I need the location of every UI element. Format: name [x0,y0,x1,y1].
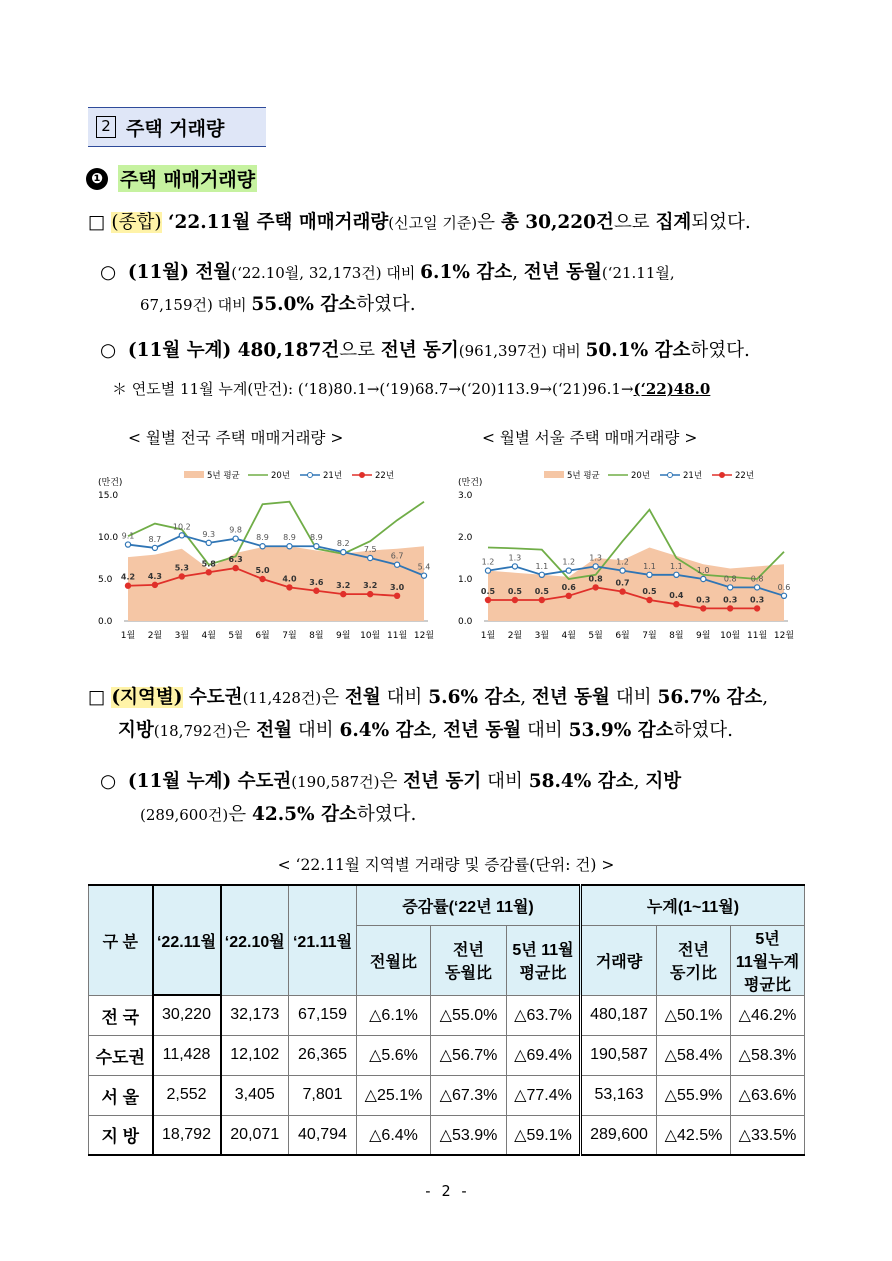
text: 지방 [118,720,154,741]
para-regional-line2 [118,716,733,742]
data-label-22: 0.5 [642,587,657,596]
chart-national [96,465,436,645]
table-cell: 2,552 [153,1075,221,1115]
x-tick-label: 11월 [387,631,408,641]
text: 지방 [645,771,682,792]
text: 평균比 [744,976,791,994]
table-cell: △55.0% [431,995,507,1035]
data-label-22: 3.2 [336,581,351,591]
data-label-22: 4.2 [120,572,136,582]
table-cell: △6.4% [357,1115,431,1155]
data-label-21: 1.0 [696,566,710,575]
table-cell: △55.9% [657,1075,731,1115]
data-point [620,568,625,573]
text: 전월 [256,720,292,741]
x-tick-label: 3월 [534,631,550,641]
data-point [701,576,706,581]
para-cumulative [100,336,750,362]
x-tick-label: 12월 [773,631,795,641]
text: 하였다. [356,294,416,315]
table-cell: △63.6% [731,1075,805,1115]
x-tick-label: 3월 [174,631,190,641]
data-point [781,593,786,598]
text: 대비 [609,687,658,708]
table-cell: △56.7% [431,1035,507,1075]
table-cell: 30,220 [153,995,221,1035]
table-cell: △69.4% [507,1035,581,1075]
data-label-22: 0.3 [723,595,738,605]
data-label-22: 3.2 [363,581,378,591]
y-tick-label: 0.0 [98,617,113,627]
row-label: 서 울 [89,1075,153,1115]
x-tick-label: 2월 [147,631,163,641]
regional-table [88,884,805,1156]
data-label-21: 1.2 [562,557,576,567]
data-point [314,588,319,593]
header-gubun: 구 분 [89,885,153,995]
section-number: 2 [96,116,116,138]
table-cell: 32,173 [221,995,289,1035]
data-point [152,582,157,587]
y-tick-label: 15.0 [98,491,119,501]
y-tick-label: 3.0 [458,491,473,501]
data-point [754,606,759,611]
table-body [89,995,805,1155]
data-label-21: 1.2 [481,557,495,567]
table-cell: △58.4% [657,1035,731,1075]
data-point [233,565,238,570]
text: 전년 동기 [403,771,482,792]
data-point [206,570,211,575]
data-point [368,555,373,560]
chart-caption-national: < 월별 전국 주택 매매거래량 > [128,429,344,447]
data-label-21: 1.1 [669,561,683,571]
data-point [512,564,517,569]
table-row [89,1035,805,1075]
x-tick-label: 10월 [720,631,741,641]
x-tick-label: 1월 [480,631,496,641]
text: 은 [477,212,501,233]
header-cumulative-group: 누계(1~11월) [581,885,805,925]
data-point [620,589,625,594]
x-tick-label: 6월 [615,631,630,641]
x-tick-label: 8월 [669,631,684,641]
data-label-22: 3.6 [309,577,324,587]
text: 동기比 [670,965,717,982]
data-label-22: 0.4 [669,591,684,601]
text: (11월 누계) 480,187건 [127,340,340,361]
data-point [341,550,346,555]
x-tick-label: 6월 [255,631,270,641]
table-cell: △46.2% [731,995,805,1035]
data-label-22: 3.0 [390,582,405,592]
text: 6.1% 감소 [420,262,513,283]
circle-bullet: ○ [100,262,117,283]
text: 연도별 11월 누계(만건): (‘18)80.1→(‘19)68.7→(‘20)113.9→(‘21)96.1→ [131,380,634,398]
x-tick-label: 12월 [413,631,435,641]
note-marker: ＊ [112,380,128,398]
table-cell: △63.7% [507,995,581,1035]
text: 하였다. [673,720,733,741]
data-label-21: 0.8 [723,574,737,584]
data-point [674,572,679,577]
x-tick-label: 5월 [588,631,603,641]
data-point [701,606,706,611]
circle-bullet: ○ [100,340,117,361]
x-tick-label: 7월 [642,631,657,641]
tag-regional: (지역별) [111,687,183,708]
data-label-21: 1.2 [616,557,629,567]
text: (‘22)48.0 [633,380,711,398]
table-caption: < ‘22.11월 지역별 거래량 및 증감률(단위: 건) > [277,856,615,874]
data-point [233,536,238,541]
table-cell: 289,600 [581,1115,657,1155]
text: 50.1% 감소 [585,340,691,361]
data-point [179,533,184,538]
data-label-21: 8.9 [256,533,269,543]
table-cell: 18,792 [153,1115,221,1155]
text: (961,397건) 대비 [458,342,586,360]
data-point [485,568,490,573]
text: 53.9% 감소 [568,720,674,741]
data-point [152,545,157,550]
circle-bullet: ○ [100,771,117,792]
x-tick-label: 7월 [282,631,297,641]
para-regional-cumulative [100,767,681,793]
table-cell: 53,163 [581,1075,657,1115]
subsection-title: 주택 매매거래량 [118,165,257,192]
data-label-21: 1.1 [535,561,549,571]
para-summary [88,208,751,234]
x-tick-label: 4월 [201,631,216,641]
table-cell: △5.6% [357,1035,431,1075]
legend-marker [668,473,673,478]
table-cell: △33.5% [731,1115,805,1155]
unit-label: (만건) [98,478,123,488]
data-point [341,592,346,597]
subsection-heading [86,165,257,192]
data-point [566,593,571,598]
text: 55.0% 감소 [251,294,357,315]
text: 으로 [613,212,656,233]
data-label-22: 0.6 [561,582,576,592]
data-label-21: 0.8 [750,574,764,584]
x-tick-label: 5월 [228,631,243,641]
data-point [394,593,399,598]
data-label-22: 0.5 [507,587,522,596]
text: 대비 [521,720,569,741]
legend-label: 5년 평균 [567,471,600,481]
table-cell: △77.4% [507,1075,581,1115]
text: 평균比 [519,965,567,982]
data-point [566,568,571,573]
data-point [125,542,130,547]
legend-marker [308,473,313,478]
data-label-21: 6.7 [390,551,404,561]
text: 대비 [481,771,529,792]
table-cell: △53.9% [431,1115,507,1155]
x-tick-label: 2월 [507,631,523,641]
tag-summary: (종합) [111,212,162,233]
text: (18,792건) [153,722,233,740]
header-yoy [431,925,507,995]
legend-swatch [184,471,204,478]
data-point [179,574,184,579]
data-label-22: 0.5 [480,587,496,596]
legend-swatch [544,471,564,478]
text: (190,587건) [291,773,380,791]
data-label-21: 0.6 [777,582,791,592]
data-point [728,606,733,611]
table-cell: 40,794 [289,1115,357,1155]
data-point [314,544,319,549]
subsection-number-icon: ❶ [86,168,108,190]
box-bullet: □ [88,212,106,233]
table-row [89,1115,805,1155]
data-point [206,540,211,545]
data-label-22: 0.8 [588,574,603,584]
data-point [754,585,759,590]
text: 전년 동기 [380,340,459,361]
y-tick-label: 5.0 [98,575,113,585]
x-tick-label: 8월 [309,631,324,641]
legend-label: 20년 [271,471,291,481]
data-point [287,585,292,590]
text: , [520,687,532,708]
data-point [287,544,292,549]
text: (신고일 기준) [388,214,478,232]
legend-label: 20년 [631,471,651,481]
table-cell: 67,159 [289,995,357,1035]
para-regional-cumulative-line2 [140,800,416,826]
text: 전월 [345,687,381,708]
header-2210: ‘22.10월 [221,885,289,995]
text: 되었다. [691,212,751,233]
data-label-21: 9.1 [121,531,135,541]
para-monthly [100,258,675,284]
table-cell: 480,187 [581,995,657,1035]
header-yoy-cum [657,925,731,995]
data-point [593,564,598,569]
text: (‘21.11월, [601,264,675,282]
table-cell: 20,071 [221,1115,289,1155]
table-cell: 3,405 [221,1075,289,1115]
data-label-21: 7.5 [363,545,377,554]
data-label-21: 10.2 [172,522,191,532]
text: 대비 [380,687,429,708]
data-label-22: 4.0 [282,574,297,584]
data-label-21: 8.2 [336,539,350,549]
data-label-22: 5.3 [174,563,189,573]
text: 은 [321,687,346,708]
text: 대비 [291,720,340,741]
data-label-22: 0.5 [534,587,549,596]
table-cell: 11,428 [153,1035,221,1075]
data-point [512,597,517,602]
data-point [593,585,598,590]
data-label-21: 1.3 [508,553,522,563]
data-point [394,562,399,567]
data-label-21: 8.9 [283,533,296,543]
data-label-21: 9.8 [229,525,243,535]
unit-label: (만건) [458,478,483,488]
table-row [89,995,805,1035]
data-point [674,602,679,607]
row-label: 지 방 [89,1115,153,1155]
data-point [368,592,373,597]
text: (‘22.10월, 32,173건) 대비 [231,264,421,282]
text: 42.5% 감소 [252,804,357,825]
text: 56.7% 감소 [657,687,763,708]
text: 으로 [339,340,381,361]
text: 집계 [655,212,692,233]
y-tick-label: 10.0 [98,533,119,543]
x-tick-label: 9월 [336,631,351,641]
table-cell: △6.1% [357,995,431,1035]
table-cell: 26,365 [289,1035,357,1075]
data-label-22: 6.3 [228,555,243,565]
text: , [633,771,646,792]
table-cell: △58.3% [731,1035,805,1075]
data-label-21: 5.4 [417,562,431,572]
table-cell: △25.1% [357,1075,431,1115]
header-2111: ‘21.11월 [289,885,357,995]
text: 11월누계 [735,953,800,971]
text: 5.6% 감소 [428,687,521,708]
data-label-22: 5.8 [201,559,216,569]
y-tick-label: 1.0 [458,575,473,585]
header-volume: 거래량 [581,925,657,995]
header-5yr [507,925,581,995]
text: 동월比 [445,965,492,982]
legend-marker [720,473,725,478]
page-number: - 2 - [423,1182,469,1200]
text: 58.4% 감소 [528,771,634,792]
text: 전년 동월 [532,687,610,708]
text: 5년 [755,930,780,948]
x-tick-label: 10월 [360,631,381,641]
table-cell: 7,801 [289,1075,357,1115]
data-label-22: 5.0 [255,566,270,575]
data-point [728,585,733,590]
data-label-22: 0.3 [696,595,711,605]
text: , [431,720,444,741]
text: 전년 동월 [443,720,522,741]
chart-seoul [456,465,796,645]
data-label-22: 0.7 [615,578,630,588]
text: (11월 누계) 수도권 [127,771,292,792]
box-bullet: □ [88,687,106,708]
text: (11,428건) [242,689,322,707]
table-row [89,1075,805,1115]
text: 수도권 [182,687,243,708]
data-point [539,597,544,602]
data-point [485,597,490,602]
data-point [647,572,652,577]
text: 하였다. [690,340,750,361]
row-label: 수도권 [89,1035,153,1075]
legend-label: 21년 [683,471,703,481]
text: 전년 [678,942,709,959]
text: 은 [228,804,252,825]
section-heading [88,107,266,147]
data-label-22: 0.3 [750,595,765,605]
note-yearly [112,378,710,399]
table-cell: △67.3% [431,1075,507,1115]
header-change-group: 증감률(‘22년 11월) [357,885,581,925]
data-point [647,597,652,602]
text: 하였다. [356,804,417,825]
data-point [539,572,544,577]
table-cell: △50.1% [657,995,731,1035]
x-tick-label: 11월 [747,631,768,641]
x-tick-label: 1월 [120,631,136,641]
data-label-22: 4.3 [147,571,162,581]
text: (289,600건) [140,806,229,824]
data-label-21: 8.9 [309,533,323,543]
chart-caption-seoul: < 월별 서울 주택 매매거래량 > [482,429,698,447]
x-tick-label: 4월 [561,631,576,641]
text: (11월) 전월 [127,262,232,283]
text: 은 [379,771,404,792]
header-5yr-cum [731,925,805,995]
data-label-21: 9.3 [202,529,216,539]
x-tick-label: 9월 [696,631,711,641]
row-label: 전 국 [89,995,153,1035]
legend-label: 22년 [375,471,395,481]
data-point [125,583,130,588]
legend-label: 21년 [323,471,343,481]
legend-marker [360,473,365,478]
text: 전년 동월 [523,262,602,283]
series-5yr-avg-area [488,548,784,622]
data-point [421,573,426,578]
section-title: 주택 거래량 [126,117,225,140]
text: 은 [232,720,257,741]
data-label-21: 1.1 [643,561,656,571]
table-cell: 12,102 [221,1035,289,1075]
data-label-21: 8.7 [148,534,162,544]
table-cell: △59.1% [507,1115,581,1155]
text: 67,159건) 대비 [140,296,252,314]
text: 전년 [453,942,484,959]
legend-label: 22년 [735,471,755,481]
table-cell: △42.5% [657,1115,731,1155]
text: , [762,687,769,708]
legend-label: 5년 평균 [207,471,240,481]
y-tick-label: 0.0 [458,617,473,627]
para-monthly-line2 [140,290,416,316]
table-cell: 190,587 [581,1035,657,1075]
data-label-21: 1.3 [589,553,603,563]
data-point [260,576,265,581]
header-2211: ‘22.11월 [153,885,221,995]
text: 5년 11월 [512,942,574,959]
header-mom: 전월比 [357,925,431,995]
text: 총 30,220건 [500,212,614,233]
text: ‘22.11월 주택 매매거래량 [161,212,389,233]
data-point [260,544,265,549]
para-regional [88,683,768,709]
y-tick-label: 2.0 [458,533,473,543]
text: , [512,262,524,283]
text: 6.4% 감소 [339,720,432,741]
